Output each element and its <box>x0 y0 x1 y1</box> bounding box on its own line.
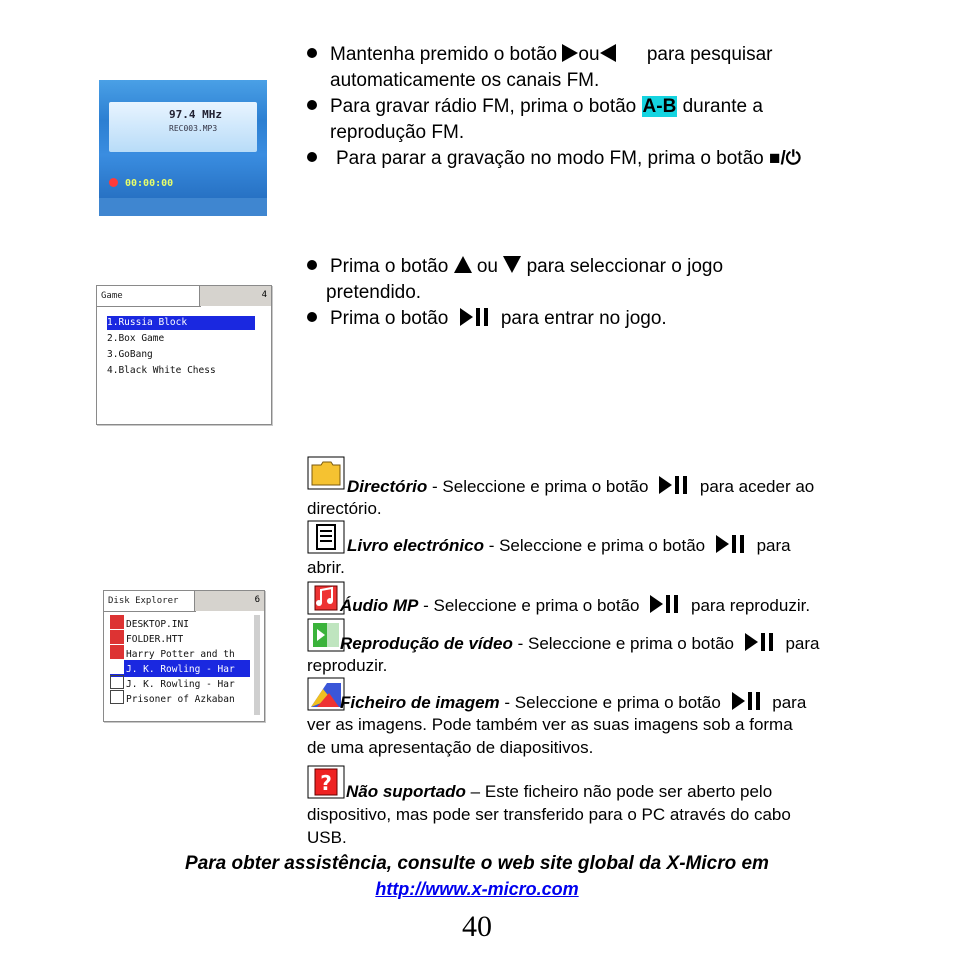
file-icon <box>110 615 124 629</box>
unsupported-desc-cont-2: USB. <box>307 828 347 847</box>
stop-power-icon: ■/⏻ <box>769 148 801 169</box>
disk-explorer-screenshot <box>103 590 265 722</box>
fm-bullet-1: Mantenha premido o botão ou para pesquisar <box>330 44 773 65</box>
unsupported-desc-cont: dispositivo, mas pode ser transferido para o PC através do cabo <box>307 805 791 824</box>
explorer-title: Disk Explorer <box>104 591 196 612</box>
file-icon <box>110 660 124 674</box>
unsupported-icon <box>307 765 345 799</box>
support-text: Para obter assistência, consulte o web site global da X-Micro em <box>185 853 769 874</box>
fm-bullet-2: Para gravar rádio FM, prima o botão A-B durante a <box>330 96 763 117</box>
file-icon <box>110 690 124 704</box>
list-item: Harry Potter and th <box>110 645 235 662</box>
fm-bullet-2-cont: reprodução FM. <box>330 122 465 143</box>
game-title: Game <box>97 286 201 307</box>
play-pause-icon <box>745 633 775 651</box>
support-link[interactable]: http://www.x-micro.com <box>375 879 579 899</box>
file-icon <box>110 645 124 659</box>
list-item: FOLDER.HTT <box>110 630 183 647</box>
list-item: 1.Russia Block <box>107 316 255 330</box>
ab-key-label: A-B <box>642 96 677 117</box>
game-bullet-1-cont: pretendido. <box>326 282 422 303</box>
fm-bullet-1-cont: automaticamente os canais FM. <box>330 70 600 91</box>
list-item: Prisoner of Azkaban <box>110 690 235 707</box>
list-item: J. K. Rowling - Har <box>110 675 235 692</box>
bullet-icon <box>307 260 317 270</box>
folder-desc-cont: directório. <box>307 499 382 518</box>
bullet-icon <box>307 100 317 110</box>
fm-record-file: REC003.MP3 <box>169 124 218 133</box>
ebook-desc: Livro electrónico - Seleccione e prima o botão para <box>347 536 791 555</box>
ebook-icon <box>307 520 345 554</box>
fm-record-time: 00:00:00 <box>125 178 174 189</box>
list-item: 3.GoBang <box>107 349 153 360</box>
audio-desc: Áudio MP - Seleccione e prima o botão para reproduzir. <box>340 596 811 615</box>
folder-icon <box>307 456 345 490</box>
play-pause-icon <box>716 535 746 553</box>
bullet-icon <box>307 312 317 322</box>
game-bullet-2: Prima o botão para entrar no jogo. <box>330 308 667 329</box>
video-desc: Reprodução de vídeo - Seleccione e prima o botão para <box>340 634 820 653</box>
game-count: 4 <box>199 286 271 306</box>
bullet-icon <box>307 48 317 58</box>
file-icon <box>110 630 124 644</box>
play-pause-icon <box>659 476 689 494</box>
play-pause-icon <box>732 692 762 710</box>
fm-radio-screenshot <box>99 80 267 216</box>
image-desc: Ficheiro de imagem - Seleccione e prima o botão para <box>340 693 807 712</box>
play-pause-icon <box>650 595 680 613</box>
folder-desc: Directório - Seleccione e prima o botão para aceder ao <box>347 477 815 496</box>
game-bullet-1: Prima o botão ou para seleccionar o jogo <box>330 256 724 277</box>
explorer-count: 6 <box>194 591 264 611</box>
record-indicator-icon <box>109 178 118 187</box>
video-desc-cont: reproduzir. <box>307 656 388 675</box>
ebook-desc-cont: abrir. <box>307 558 345 577</box>
list-item: 2.Box Game <box>107 333 165 344</box>
fm-frequency: 97.4 MHz <box>169 108 222 121</box>
bullet-icon <box>307 152 317 162</box>
image-desc-cont: ver as imagens. Pode também ver as suas imagens sob a forma <box>307 715 793 734</box>
scrollbar <box>254 615 260 715</box>
fm-bullet-3: Para parar a gravação no modo FM, prima o botão ■/⏻ <box>336 148 801 169</box>
image-desc-cont-2: de uma apresentação de diapositivos. <box>307 738 594 757</box>
fm-button-row <box>99 198 267 216</box>
svg-text:?: ? <box>320 771 332 795</box>
file-icon <box>110 675 124 689</box>
support-link-row <box>0 879 954 901</box>
fm-display <box>109 102 257 152</box>
next-icon <box>562 44 578 62</box>
list-item: 4.Black White Chess <box>107 365 216 376</box>
page-number: 40 <box>462 910 492 943</box>
previous-icon <box>600 44 616 62</box>
play-pause-icon <box>460 308 490 326</box>
unsupported-desc: Não suportado – Este ficheiro não pode ser aberto pelo <box>346 782 773 801</box>
list-item: J. K. Rowling - Har <box>110 660 250 677</box>
game-menu-screenshot <box>96 285 272 425</box>
up-icon <box>454 256 472 273</box>
list-item: DESKTOP.INI <box>110 615 189 632</box>
down-icon <box>503 256 521 273</box>
